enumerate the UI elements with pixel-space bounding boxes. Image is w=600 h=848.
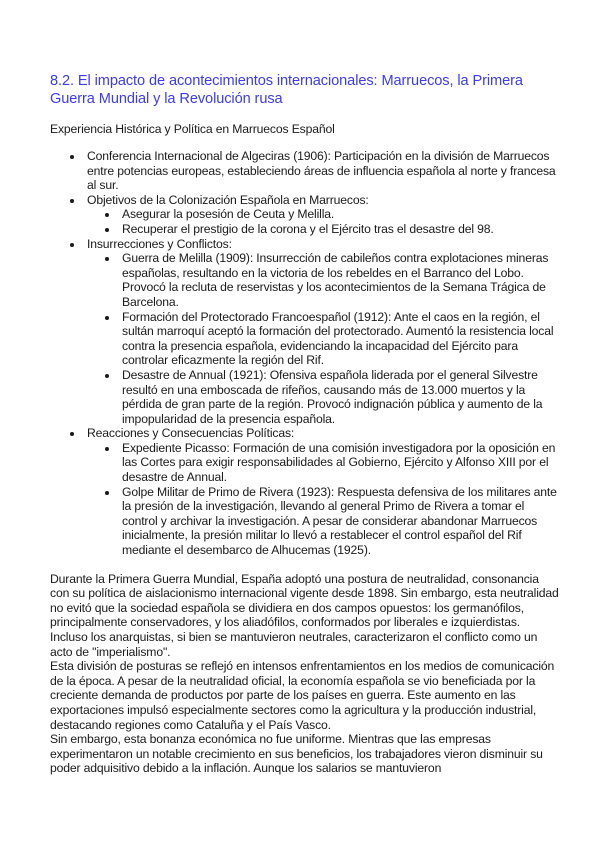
paragraph: Esta división de posturas se reflejó en intensos enfrentamientos en los medios de comunicación de la época. A pesar de la neutralidad oficial, la economía española se vio beneficiada por la creciente demanda de productos por parte de los países en guerra. Este aumento en las exportaciones impulsó especialmente sectores como la agricultura y la producción industrial, destacando regiones como Cataluña y el País Vasco.	[50, 659, 555, 732]
list-item-text: Insurrecciones y Conflictos:	[87, 236, 232, 251]
list-item-text: Conferencia Internacional de Algeciras (1906): Participación en la división de Marruecos entre potencias europeas, estableciendo áreas de influencia española al norte y francesa al sur.	[87, 149, 556, 193]
bullet-icon	[105, 491, 109, 495]
sublist-insurrecciones	[86, 251, 560, 426]
body-text	[50, 572, 560, 776]
paragraph: Sin embargo, esta bonanza económica no fue uniforme. Mientras que las empresas experimentaron un notable crecimiento en sus beneficios, los trabajadores vieron disminuir su poder adquisitivo debido a la inflación. Aunque los salarios se mantuvieron	[50, 732, 543, 776]
bullet-icon	[105, 257, 109, 261]
bullet-icon	[105, 374, 109, 378]
bullet-icon	[105, 316, 109, 320]
section-subtitle: Experiencia Histórica y Política en Marruecos Español	[50, 122, 335, 136]
document-page	[50, 72, 560, 776]
list-item-insurrecciones	[50, 237, 560, 427]
bullet-icon	[70, 199, 74, 203]
list-item-objetivos	[50, 193, 560, 237]
bullet-icon	[105, 447, 109, 451]
sublist-item	[86, 310, 560, 368]
bullet-icon	[105, 228, 109, 232]
sublist-item	[86, 485, 560, 558]
sublist-reacciones	[86, 441, 560, 558]
paragraph: Durante la Primera Guerra Mundial, España adoptó una postura de neutralidad, consonancia con su política de aislacionismo internacional vigente desde 1898. Sin embargo, esta neutralidad no evitó que la sociedad española se dividiera en dos campos opuestos: los germanófilos, principalmente conservadores, y los aliadófilos, conformados por liberales e izquierdistas. Incluso los anarquistas, si bien se mantuvieron neutrales, caracterizaron el conflicto como un acto de "imperialismo".	[50, 571, 559, 659]
bullet-icon	[70, 432, 74, 436]
list-item-text: Objetivos de la Colonización Española en Marruecos:	[87, 192, 369, 207]
list-item-text: Reacciones y Consecuencias Políticas:	[87, 426, 295, 441]
sublist-item-text: Golpe Militar de Primo de Rivera (1923): Respuesta defensiva de los militares ante la presión de la investigación, llevando al general Primo de Rivera a tomar el control y archivar la investigación. A pesar de considerar abandonar Marruecos inicialmente, la presión militar lo llevó a restablecer el control español del Rif mediante el desembarco de Alhucemas (1925).	[122, 484, 557, 558]
topics-list	[50, 149, 560, 558]
sublist-item-text: Expediente Picasso: Formación de una comisión investigadora por la oposición en las Cortes para exigir responsabilidades al Gobierno, Ejército y Alfonso XIII por el desastre de Annual.	[122, 440, 556, 485]
bullet-icon	[105, 213, 109, 217]
sublist-item-text: Guerra de Melilla (1909): Insurrección de cabileños contra explotaciones mineras españolas, resultando en la victoria de los rebeldes en el Barranco del Lobo. Provocó la recluta de reservistas y los acontecimientos de la Semana Trágica de Barcelona.	[122, 251, 549, 309]
sublist-item-text: Desastre de Annual (1921): Ofensiva española liderada por el general Silvestre resultó en una emboscada de rifeños, causando más de 13.000 muertos y la pérdida de gran parte de la región. Provocó indignación pública y aumento de la impopularidad de la presencia española.	[122, 367, 543, 426]
sublist-item-text: Recuperar el prestigio de la corona y el Ejército tras el desastre del 98.	[122, 221, 494, 236]
sublist-item	[86, 368, 560, 426]
sublist-item-text: Formación del Protectorado Francoespañol (1912): Ante el caos en la región, el sultán marroquí aceptó la formación del protectorado. Aumentó la resistencia local contra la presencia española, evidenciando la incapacidad del Ejército para controlar eficazmente la región del Rif.	[122, 309, 554, 368]
list-item-algeciras	[50, 149, 560, 193]
sublist-item	[86, 441, 560, 485]
sublist-objetivos	[86, 207, 560, 236]
bullet-icon	[70, 155, 74, 159]
sublist-item	[86, 207, 560, 222]
bullet-icon	[70, 243, 74, 247]
sublist-item	[86, 251, 560, 309]
section-title: 8.2. El impacto de acontecimientos internacionales: Marruecos, la Primera Guerra Mundial y la Revolución rusa	[50, 73, 523, 107]
sublist-item	[86, 222, 560, 237]
sublist-item-text: Asegurar la posesión de Ceuta y Melilla.	[122, 207, 335, 222]
list-item-reacciones	[50, 426, 560, 557]
